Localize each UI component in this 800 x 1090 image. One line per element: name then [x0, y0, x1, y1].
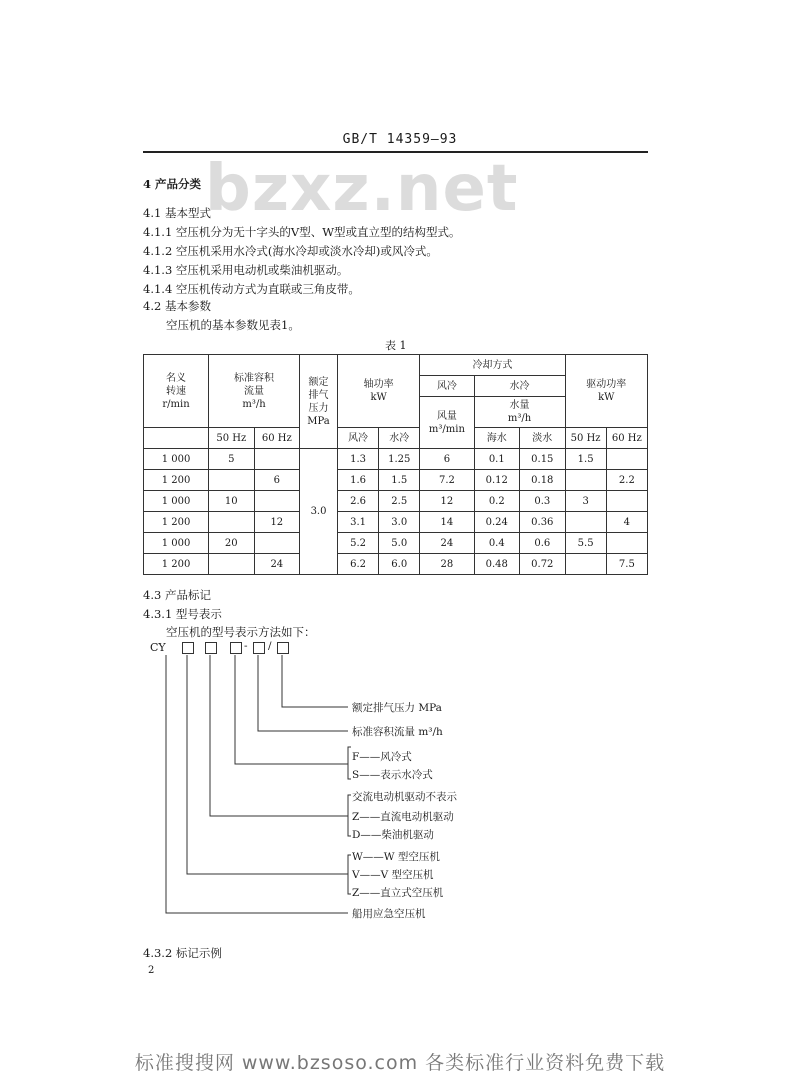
watermark: bzxz.net: [205, 152, 519, 226]
cell-dp-50: 5.5: [565, 533, 606, 554]
cell-speed: 1 200: [144, 470, 209, 491]
th-sp-air: 风冷: [337, 428, 378, 449]
clause-4-1-3: 4.1.3 空压机采用电动机或柴油机驱动。: [143, 263, 349, 277]
cell-dp-60: [606, 491, 647, 512]
label-pressure: 额定排气压力 MPa: [352, 702, 442, 714]
cell-speed: 1 000: [144, 533, 209, 554]
cell-dp-50: 3: [565, 491, 606, 512]
cell-dp-50: [565, 470, 606, 491]
cell-speed: 1 200: [144, 554, 209, 575]
section-4-3-2-heading: 4.3.2 标记示例: [143, 946, 222, 960]
table-row: [144, 491, 648, 512]
cell-sp-water: 1.25: [379, 449, 420, 470]
cell-sp-water: 2.5: [379, 491, 420, 512]
cell-sea: 0.24: [474, 512, 520, 533]
th-cap-50hz: 50 Hz: [209, 428, 255, 449]
cell-dp-60: 2.2: [606, 470, 647, 491]
clause-4-1-2: 4.1.2 空压机采用水冷式(海水冷却或淡水冷却)或风冷式。: [143, 244, 438, 258]
cell-air-volume: 6: [420, 449, 474, 470]
cell-cap-60: [254, 533, 300, 554]
brace-cooling: [348, 747, 351, 779]
cell-air-volume: 28: [420, 554, 474, 575]
th-drive-power: 驱动功率 kW: [565, 355, 647, 428]
th-blank: [144, 428, 209, 449]
th-dp-50hz: 50 Hz: [565, 428, 606, 449]
clause-4-1-1: 4.1.1 空压机分为无十字头的V型、W型或直立型的结构型式。: [143, 225, 461, 239]
cell-dp-60: [606, 449, 647, 470]
leader-cooling: [235, 655, 348, 764]
cell-fresh: 0.6: [520, 533, 566, 554]
cell-sp-water: 5.0: [379, 533, 420, 554]
section-4-3-1-text: 空压机的型号表示方法如下：: [166, 625, 316, 639]
label-marine: 船用应急空压机: [352, 908, 426, 920]
cell-sea: 0.48: [474, 554, 520, 575]
cell-fresh: 0.36: [520, 512, 566, 533]
model-prefix: CY: [150, 641, 166, 654]
cell-cap-50: [209, 554, 255, 575]
cell-dp-60: 4: [606, 512, 647, 533]
cell-dp-50: [565, 554, 606, 575]
leader-pressure: [282, 655, 348, 707]
cell-cap-60: [254, 491, 300, 512]
cell-cap-60: [254, 449, 300, 470]
label-type-v: V——V 型空压机: [352, 869, 434, 881]
cell-fresh: 0.18: [520, 470, 566, 491]
cell-air-volume: 12: [420, 491, 474, 512]
section-4-3-heading: 4.3 产品标记: [143, 588, 211, 602]
page-number: 2: [148, 965, 155, 976]
table-row: [144, 449, 648, 470]
cell-sp-water: 1.5: [379, 470, 420, 491]
cell-pressure: 3.0: [300, 449, 338, 575]
th-dp-60hz: 60 Hz: [606, 428, 647, 449]
th-air-cooled: 风冷: [420, 376, 474, 397]
dash-separator: -: [244, 640, 248, 652]
footer-banner: 标准搜搜网 www.bzsoso.com 各类标准行业资料免费下载: [134, 1052, 666, 1074]
section-4-2-heading: 4.2 基本参数: [143, 299, 211, 313]
th-water-cooled: 水冷: [474, 376, 565, 397]
th-cap-60hz: 60 Hz: [254, 428, 300, 449]
table-row: [144, 554, 648, 575]
cell-speed: 1 200: [144, 512, 209, 533]
standard-number: GB/T 14359—93: [342, 132, 458, 147]
cell-air-volume: 24: [420, 533, 474, 554]
cell-dp-50: [565, 512, 606, 533]
label-cooling-s: S——表示水冷式: [352, 769, 433, 781]
cell-cap-60: 6: [254, 470, 300, 491]
slash-separator: /: [268, 640, 272, 652]
cell-dp-60: [606, 533, 647, 554]
th-shaft-power: 轴功率 kW: [337, 355, 419, 428]
cell-sea: 0.2: [474, 491, 520, 512]
label-type-z: Z——直立式空压机: [352, 887, 444, 899]
cell-dp-50: 1.5: [565, 449, 606, 470]
cell-sp-air: 2.6: [337, 491, 378, 512]
section-4-3-1-heading: 4.3.1 型号表示: [143, 607, 222, 621]
table-row: [144, 512, 648, 533]
cell-sea: 0.1: [474, 449, 520, 470]
label-type-w: W——W 型空压机: [352, 851, 440, 863]
cell-sea: 0.4: [474, 533, 520, 554]
cell-air-volume: 14: [420, 512, 474, 533]
cell-sp-air: 6.2: [337, 554, 378, 575]
cell-air-volume: 7.2: [420, 470, 474, 491]
th-pressure: 额定 排气 压力 MPa: [300, 355, 338, 449]
label-capacity: 标准容积流量 m³/h: [352, 726, 443, 738]
section-4-2-text: 空压机的基本参数见表1。: [166, 318, 300, 332]
label-cooling-f: F——风冷式: [352, 751, 412, 763]
cell-speed: 1 000: [144, 491, 209, 512]
cell-cap-50: 5: [209, 449, 255, 470]
table-caption: 表 1: [385, 339, 407, 352]
th-air-volume: 风量 m³/min: [420, 397, 474, 449]
cell-fresh: 0.15: [520, 449, 566, 470]
cell-cap-50: [209, 470, 255, 491]
clause-4-1-4: 4.1.4 空压机传动方式为直联或三角皮带。: [143, 282, 360, 296]
cell-cap-50: 10: [209, 491, 255, 512]
cell-cap-50: [209, 512, 255, 533]
section-4-heading: 4 产品分类: [143, 177, 202, 191]
cell-cap-50: 20: [209, 533, 255, 554]
th-water-volume: 水量 m³/h: [474, 397, 565, 428]
th-fresh-water: 淡水: [520, 428, 566, 449]
cell-dp-60: 7.5: [606, 554, 647, 575]
cell-cap-60: 24: [254, 554, 300, 575]
brace-type: [348, 855, 351, 894]
cell-sp-air: 1.6: [337, 470, 378, 491]
cell-sp-air: 1.3: [337, 449, 378, 470]
th-sp-water: 水冷: [379, 428, 420, 449]
table-row: [144, 470, 648, 491]
th-speed: 名义 转速 r/min: [144, 355, 209, 428]
parameter-table: [143, 354, 648, 575]
cell-fresh: 0.3: [520, 491, 566, 512]
cell-sea: 0.12: [474, 470, 520, 491]
brace-drive: [348, 795, 351, 836]
cell-sp-air: 5.2: [337, 533, 378, 554]
leader-drive: [210, 655, 348, 816]
cell-speed: 1 000: [144, 449, 209, 470]
section-4-1-heading: 4.1 基本型式: [143, 206, 211, 220]
cell-fresh: 0.72: [520, 554, 566, 575]
label-drive-ac: 交流电动机驱动不表示: [352, 791, 457, 803]
leader-capacity: [258, 655, 348, 731]
cell-sp-air: 3.1: [337, 512, 378, 533]
table-row: [144, 533, 648, 554]
label-drive-d: D——柴油机驱动: [352, 829, 434, 841]
th-capacity: 标准容积 流量 m³/h: [209, 355, 300, 428]
th-sea-water: 海水: [474, 428, 520, 449]
label-drive-z: Z——直流电动机驱动: [352, 811, 454, 823]
cell-sp-water: 3.0: [379, 512, 420, 533]
th-cooling: 冷却方式: [420, 355, 565, 376]
cell-cap-60: 12: [254, 512, 300, 533]
cell-sp-water: 6.0: [379, 554, 420, 575]
